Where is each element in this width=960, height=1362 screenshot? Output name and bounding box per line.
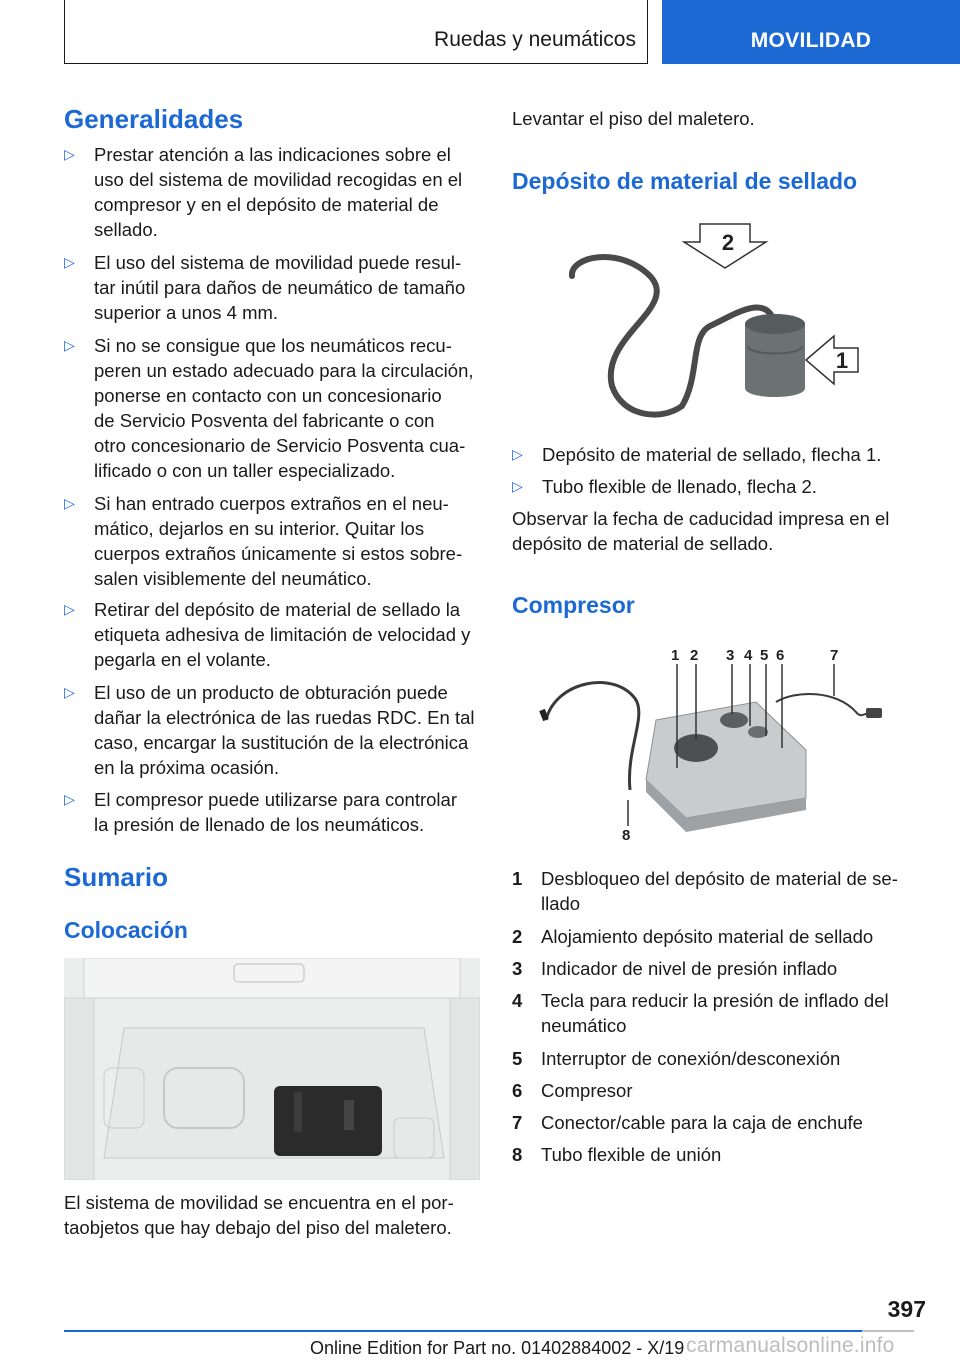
legend-item (512, 1142, 913, 1167)
heading-deposito: Depósito de material de sellado (512, 168, 858, 194)
legend-item (512, 1046, 913, 1071)
bullet-arrow-icon: ▷ (64, 254, 75, 270)
bullet-arrow-icon: ▷ (64, 146, 75, 162)
text-line: Observar la fecha de caducidad impresa en el (512, 508, 890, 529)
legend-number: 8 (512, 1144, 523, 1165)
bullet-item (64, 680, 486, 780)
text-line: El uso de un producto de obturación puede (94, 682, 448, 703)
text-line: Tecla para reducir la presión de inflado del (541, 990, 889, 1011)
edition-note: Online Edition for Part no. 01402884002 - X/19 (310, 1338, 685, 1358)
text-line: taobjetos que hay debajo del piso del maletero. (64, 1217, 452, 1238)
text-line: Conector/cable para la caja de enchufe (541, 1112, 863, 1133)
callout-5: 5 (760, 647, 769, 664)
text-line: pegarla en el volante. (94, 649, 271, 670)
callout-1: 1 (671, 647, 680, 664)
text-line: El sistema de movilidad se encuentra en el por- (64, 1192, 454, 1213)
bullet-arrow-icon: ▷ (64, 791, 75, 807)
compressor-illustration (536, 640, 886, 846)
callout-2: 2 (690, 647, 699, 664)
text-line: sellado. (94, 219, 158, 240)
text-line: salen visiblemente del neumático. (94, 568, 372, 589)
text-line: El compresor puede utilizarse para controlar (94, 789, 457, 810)
text-line: en la próxima ocasión. (94, 757, 280, 778)
callout-3: 3 (726, 647, 735, 664)
paragraph-text (512, 506, 912, 556)
bullet-arrow-icon: ▷ (64, 495, 75, 511)
watermark: carmanualsonline.info (686, 1334, 895, 1357)
heading-sumario: Sumario (64, 862, 169, 892)
footer-rule (64, 1330, 862, 1332)
text-line: Si no se consigue que los neumáticos recu- (94, 335, 452, 356)
text-line: cuerpos extraños únicamente si estos sobre- (94, 543, 463, 564)
text-line: lificado o con un taller especializado. (94, 460, 396, 481)
paragraph-text (64, 1190, 482, 1240)
legend-item (512, 866, 913, 916)
text-line: Si han entrado cuerpos extraños en el neu- (94, 493, 449, 514)
text-line: uso del sistema de movilidad recogidas en el (94, 169, 463, 190)
callout-1: 1 (835, 348, 849, 373)
bullet-item (64, 491, 486, 591)
bullet-item (512, 474, 817, 499)
bullet-item (512, 442, 881, 467)
heading-compresor: Compresor (512, 592, 635, 618)
heading-generalidades: Generalidades (64, 104, 244, 134)
bullet-item (64, 250, 486, 325)
text-line: de Servicio Posventa del fabricante o con (94, 410, 435, 431)
legend-number: 6 (512, 1080, 523, 1101)
legend-number: 7 (512, 1112, 523, 1133)
text-line: Retirar del depósito de material de sellado la (94, 599, 461, 620)
callout-2: 2 (721, 230, 735, 255)
text-line: peren un estado adecuado para la circulación, (94, 360, 474, 381)
bullet-item (64, 787, 486, 837)
text-line: mático, dejarlos en su interior. Quitar los (94, 518, 425, 539)
legend-item (512, 956, 913, 981)
bullet-arrow-icon: ▷ (64, 684, 75, 700)
text-line: etiqueta adhesiva de limitación de velocidad y (94, 624, 471, 645)
footer-rule-end (862, 1330, 914, 1332)
legend-number: 5 (512, 1048, 523, 1069)
bullet-text: Tubo flexible de llenado, flecha 2. (542, 476, 817, 497)
bullet-item (64, 597, 486, 672)
trunk-photo (64, 958, 480, 1180)
legend-number: 3 (512, 958, 523, 979)
bullet-arrow-icon: ▷ (512, 446, 523, 462)
text-line: Desbloqueo del depósito de material de se- (541, 868, 898, 889)
bullet-arrow-icon: ▷ (64, 601, 75, 617)
text-line: Interruptor de conexión/desconexión (541, 1048, 841, 1069)
legend-number: 4 (512, 990, 523, 1011)
text-line: tar inútil para daños de neumático de tamaño (94, 277, 466, 298)
text-line: Prestar atención a las indicaciones sobre el (94, 144, 451, 165)
text-line: neumático (541, 1015, 627, 1036)
text-line: caso, encargar la sustitución de la electrónica (94, 732, 469, 753)
bullet-arrow-icon: ▷ (512, 478, 523, 494)
chapter-tab[interactable]: MOVILIDAD (662, 0, 960, 64)
compressor-image (536, 640, 886, 846)
text-line: Compresor (541, 1080, 633, 1101)
callout-7: 7 (830, 647, 839, 664)
text-line: dañar la electrónica de las ruedas RDC. En tal (94, 707, 475, 728)
bullet-arrow-icon: ▷ (64, 337, 75, 353)
callout-6: 6 (776, 647, 785, 664)
section-title: Ruedas y neumáticos (434, 28, 636, 51)
sealant-container-image (560, 216, 860, 422)
callout-8: 8 (622, 827, 631, 844)
text-line: Alojamiento depósito material de sellado (541, 926, 874, 947)
callout-4: 4 (744, 647, 753, 664)
legend-item (512, 1110, 913, 1135)
text-line: superior a unos 4 mm. (94, 302, 279, 323)
text-line: Tubo flexible de unión (541, 1144, 722, 1165)
text-line: llado (541, 893, 581, 914)
text-line: la presión de llenado de los neumáticos. (94, 814, 425, 835)
trunk-illustration (64, 958, 480, 1180)
heading-colocacion: Colocación (64, 917, 188, 943)
text-line: Indicador de nivel de presión inflado (541, 958, 838, 979)
legend-number: 1 (512, 868, 523, 889)
bullet-item (64, 142, 486, 242)
text-line: compresor y en el depósito de material de (94, 194, 439, 215)
legend-item (512, 924, 913, 949)
legend-item (512, 1078, 913, 1103)
bullet-item (64, 333, 486, 483)
bullet-text: Depósito de material de sellado, flecha 1. (542, 444, 882, 465)
text-line: ponerse en contacto con un concesionario (94, 385, 442, 406)
text-line: El uso del sistema de movilidad puede resul- (94, 252, 462, 273)
sealant-illustration (560, 216, 860, 422)
paragraph-levantar: Levantar el piso del maletero. (512, 108, 755, 129)
legend-item (512, 988, 913, 1038)
page-number: 397 (887, 1296, 926, 1322)
text-line: depósito de material de sellado. (512, 533, 774, 554)
legend-number: 2 (512, 926, 523, 947)
text-line: otro concesionario de Servicio Posventa cua- (94, 435, 466, 456)
